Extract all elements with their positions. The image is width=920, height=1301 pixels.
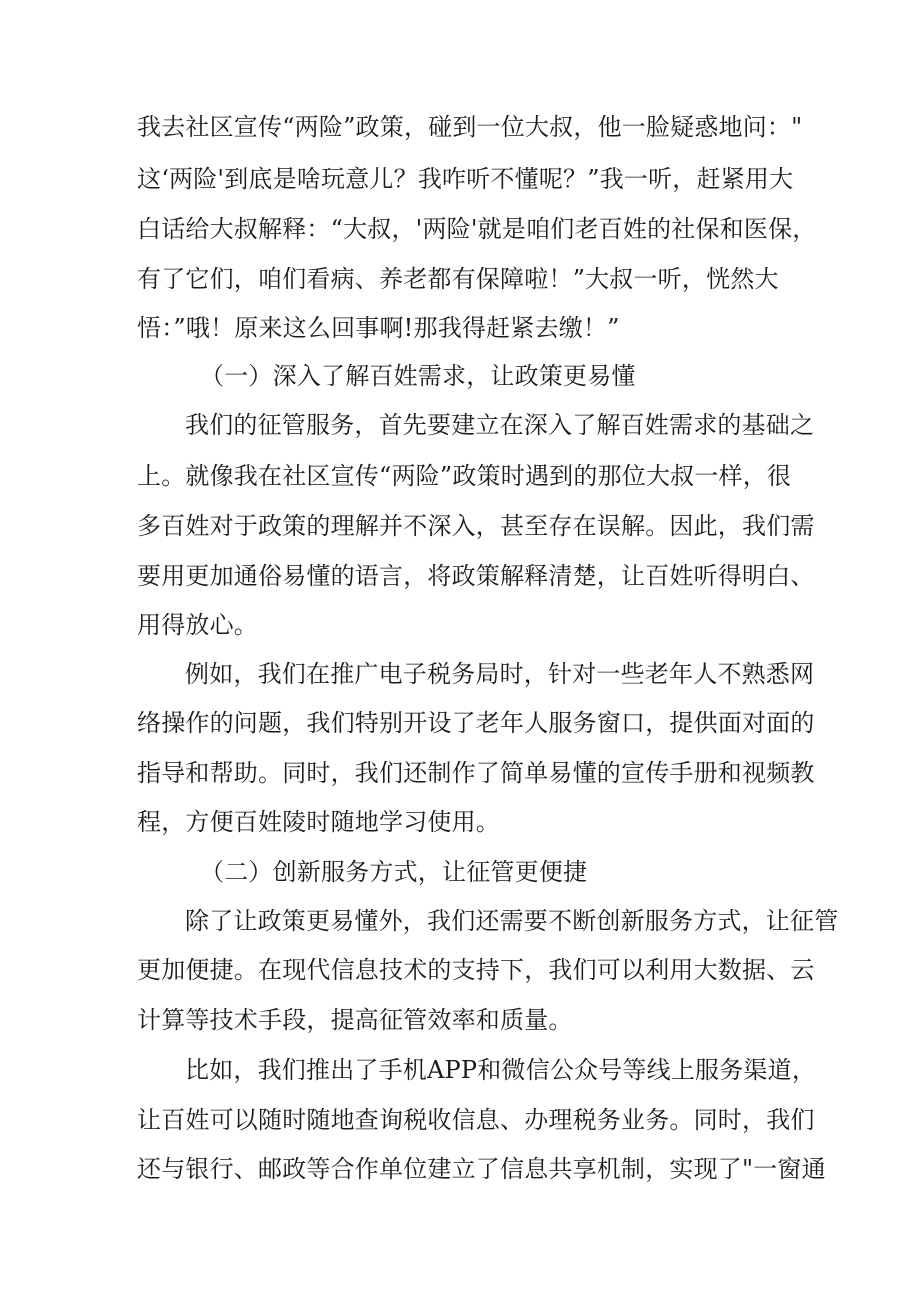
text-line: 更加便捷。在现代信息技术的支持下，我们可以利用大数据、云 <box>137 956 815 984</box>
text-line: 这‘两险'到底是啥玩意儿？我咋听不懂呢？”我一听，赶紧用大 <box>137 165 794 193</box>
text-line: 比如，我们推出了手机APP和微信公众号等线上服务渠道， <box>185 1056 817 1084</box>
text-line: 用得放心。 <box>137 611 258 639</box>
text-line: 白话给大叔解释：“大叔，'两险'就是咱们老百姓的社保和医保， <box>137 215 817 243</box>
text-line: 例如，我们在推广电子税务局时，针对一些老年人不熟悉网 <box>185 660 815 688</box>
section-heading: （一）深入了解百姓需求，让政策更易懂 <box>200 362 636 390</box>
text-line: 我去社区宣传“两险”政策，碰到一位大叔，他一脸疑惑地问：" <box>137 113 803 141</box>
text-line: 还与银行、邮政等合作单位建立了信息共享机制，实现了"一窗通 <box>137 1155 826 1183</box>
text-line: 计算等技术手段，提高征管效率和质量。 <box>137 1006 573 1034</box>
section-heading: （二）创新服务方式，让征管更便捷 <box>200 858 588 886</box>
text-line: 指导和帮助。同时，我们还制作了简单易懂的宣传手册和视频教 <box>137 759 815 787</box>
text-line: 多百姓对于政策的理解并不深入，甚至存在误解。因此，我们需 <box>137 512 815 540</box>
text-line: 悟：”哦！原来这么回事啊!那我得赶紧去缴！” <box>137 314 620 342</box>
text-line: 络操作的问题，我们特别开设了老年人服务窗口，提供面对面的 <box>137 709 815 737</box>
text-line: 上。就像我在社区宣传“两险”政策时遇到的那位大叔一样，很 <box>137 462 792 490</box>
text-line: 要用更加通俗易懂的语言，将政策解释清楚，让百姓听得明白、 <box>137 562 815 590</box>
text-line: 我们的征管服务，首先要建立在深入了解百姓需求的基础之 <box>185 411 815 439</box>
text-line: 有了它们，咱们看病、养老都有保障啦！”大叔一听，恍然大 <box>137 265 779 293</box>
text-line: 让百姓可以随时随地查询税收信息、办理税务业务。同时，我们 <box>137 1106 815 1134</box>
text-line: 程，方便百姓陵时随地学习使用。 <box>137 808 500 836</box>
text-line: 除了让政策更易懂外，我们还需要不断创新服务方式，让征管 <box>185 907 839 935</box>
